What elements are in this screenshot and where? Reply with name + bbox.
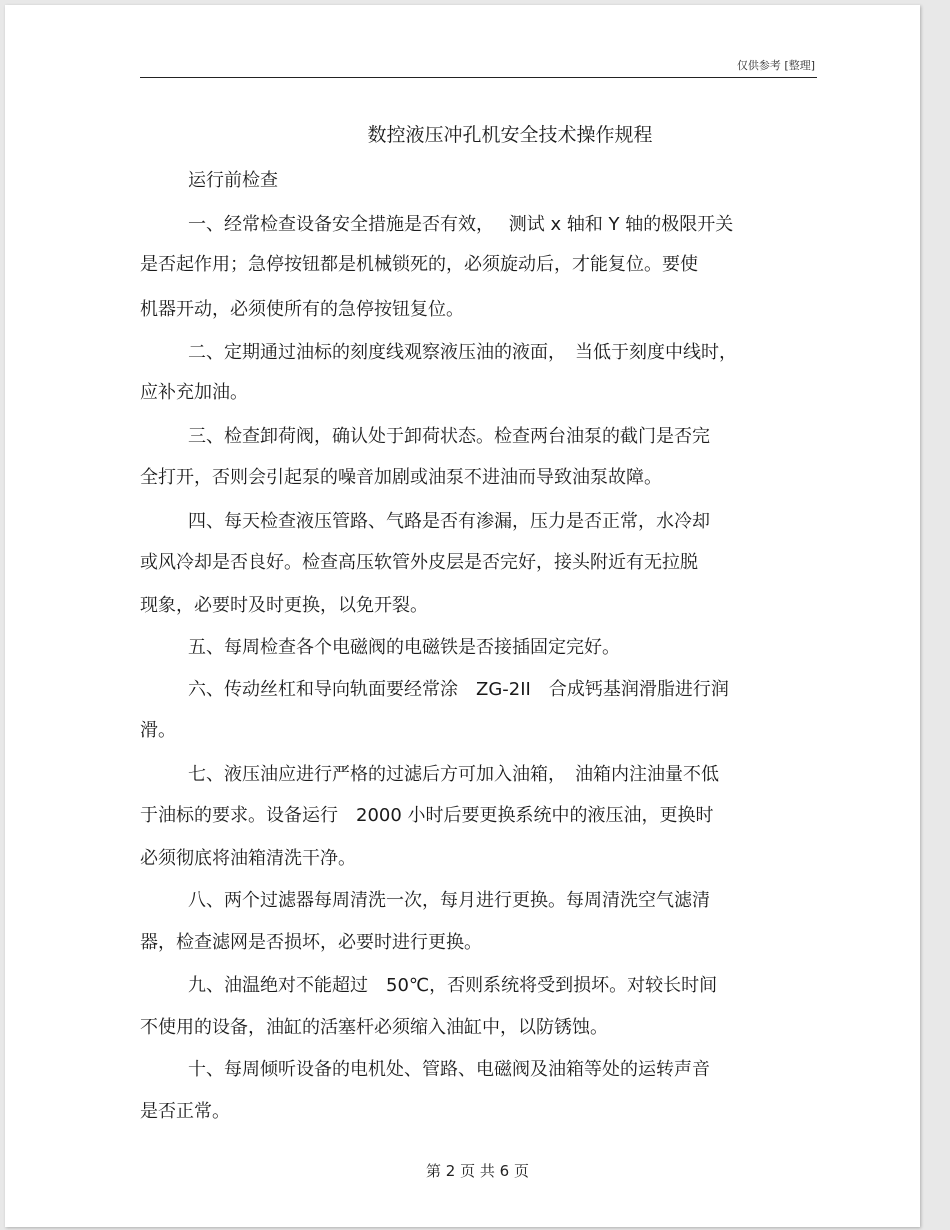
text-line: 一、经常检查设备安全措施是否有效， 测试 x 轴和 Y 轴的极限开关 xyxy=(188,214,734,235)
text-line: 滑。 xyxy=(140,720,176,741)
text-line: 是否起作用；急停按钮都是机械锁死的，必须旋动后，才能复位。要使 xyxy=(140,254,698,275)
page-header: 仅供参考 [整理] xyxy=(736,59,815,72)
text-line: 于油标的要求。设备运行 2000 小时后要更换系统中的液压油，更换时 xyxy=(140,805,714,826)
text-line: 应补充加油。 xyxy=(140,382,248,403)
text-line: 六、传动丝杠和导向轨面要经常涂 ZG-2II 合成钙基润滑脂进行润 xyxy=(188,679,729,700)
text-line: 五、每周检查各个电磁阀的电磁铁是否接插固定完好。 xyxy=(188,637,620,658)
text-line: 不使用的设备，油缸的活塞杆必须缩入油缸中，以防锈蚀。 xyxy=(140,1017,608,1038)
text-line: 三、检查卸荷阀，确认处于卸荷状态。检查两台油泵的截门是否完 xyxy=(188,426,710,447)
text-line: 器，检查滤网是否损坏，必要时进行更换。 xyxy=(140,932,482,953)
text-line: 是否正常。 xyxy=(140,1101,230,1122)
text-line: 七、液压油应进行严格的过滤后方可加入油箱， 油箱内注油量不低 xyxy=(188,764,719,785)
text-line: 九、油温绝对不能超过 50℃，否则系统将受到损坏。对较长时间 xyxy=(188,975,718,996)
text-line: 十、每周倾听设备的电机处、管路、电磁阀及油箱等处的运转声音 xyxy=(188,1059,710,1080)
document-page xyxy=(5,5,920,1227)
page-number: 第 2 页 共 6 页 xyxy=(426,1162,529,1180)
section-heading: 运行前检查 xyxy=(188,170,278,191)
text-line: 现象，必要时及时更换，以免开裂。 xyxy=(140,595,428,616)
text-line: 必须彻底将油箱清洗干净。 xyxy=(140,848,356,869)
text-line: 或风冷却是否良好。检查高压软管外皮层是否完好，接头附近有无拉脱 xyxy=(140,552,698,573)
text-line: 四、每天检查液压管路、气路是否有渗漏，压力是否正常，水冷却 xyxy=(188,511,710,532)
text-line: 全打开，否则会引起泵的噪音加剧或油泵不进油而导致油泵故障。 xyxy=(140,467,662,488)
header-rule xyxy=(140,77,817,78)
document-title: 数控液压冲孔机安全技术操作规程 xyxy=(367,124,653,146)
text-line: 机器开动，必须使所有的急停按钮复位。 xyxy=(140,299,464,320)
text-line: 二、定期通过油标的刻度线观察液压油的液面， 当低于刻度中线时， xyxy=(188,342,737,363)
text-line: 八、两个过滤器每周清洗一次，每月进行更换。每周清洗空气滤清 xyxy=(188,890,710,911)
